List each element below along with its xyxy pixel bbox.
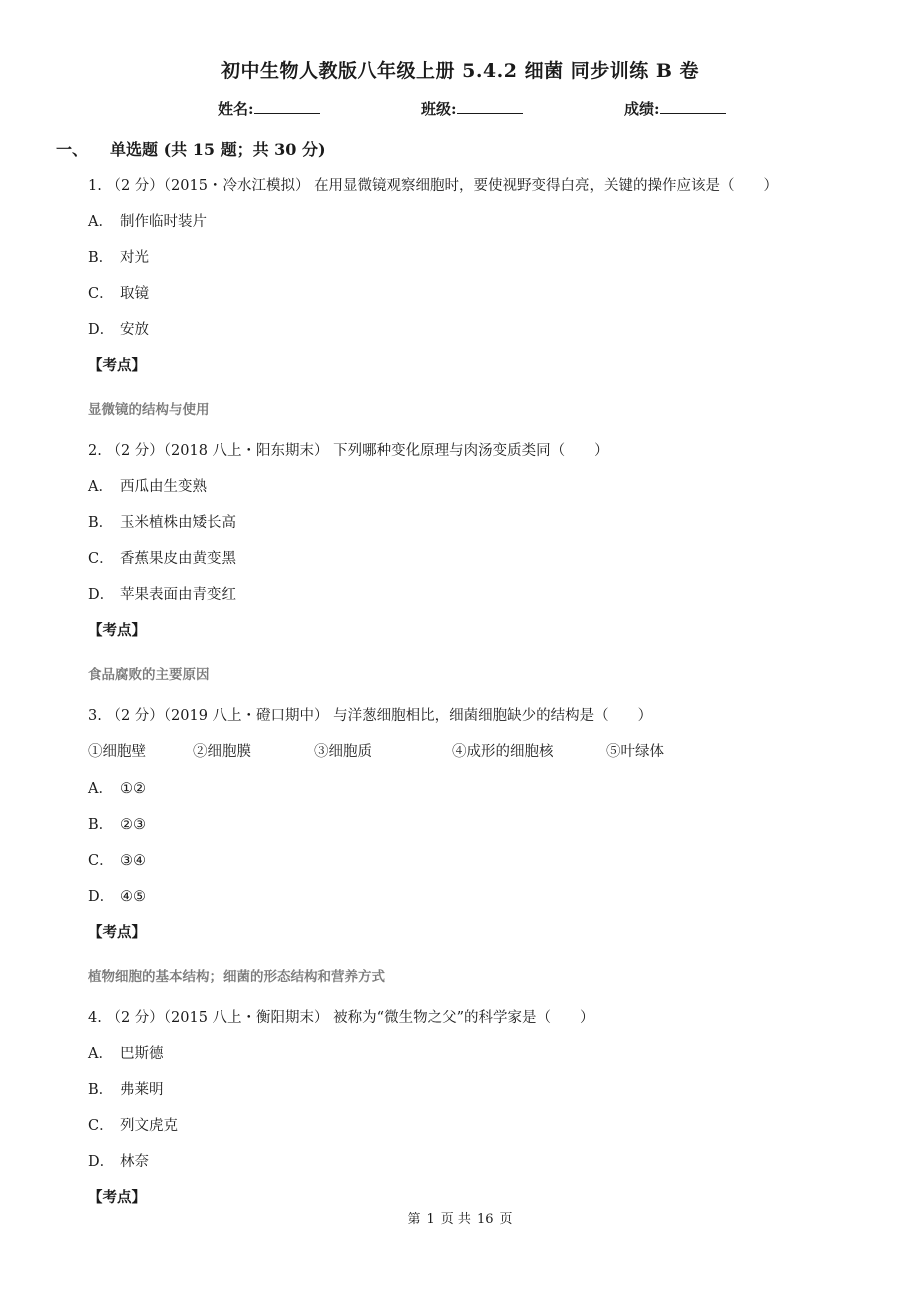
question-1-kaodian-answer: 显微镜的结构与使用 [88,402,210,418]
question-2-option-c [88,547,236,568]
question-source: （2018 八上・阳东期末） [163,443,329,459]
option-text: 取镜 [120,286,149,302]
question-3-option-d [88,885,146,906]
item: ④成形的细胞核 [452,744,554,760]
question-score: （2 分） [106,1010,164,1026]
section-heading [56,137,326,160]
option-label: D． [88,587,115,603]
option-label: D． [88,322,115,338]
option-text: 制作临时装片 [120,214,207,230]
option-text: 林奈 [120,1154,149,1170]
option-text: 香蕉果皮由黄变黑 [120,551,236,567]
option-label: A． [88,214,113,230]
option-label: B． [88,1082,114,1098]
name-label: 姓名: [218,100,254,118]
question-text: 被称为“微生物之父”的科学家是（ ） [333,1010,595,1026]
question-2-option-a [88,475,207,496]
section-title: 单选题 (共 15 题；共 30 分) [110,140,326,159]
question-3-kaodian-label: 【考点】 [88,924,146,941]
option-label: A． [88,479,113,495]
question-1-stem [88,174,778,195]
question-score: （2 分） [106,443,164,459]
score-label: 成绩: [624,100,660,118]
question-number: 4. [88,1010,102,1026]
question-2-option-d [88,583,236,604]
name-field [218,98,320,119]
question-text: 在用显微镜观察细胞时，要使视野变得白亮，关键的操作应该是（ ） [314,178,779,194]
option-label: C． [88,286,114,302]
question-2-stem [88,439,609,460]
option-text: ③④ [120,853,146,869]
question-4-stem [88,1006,595,1027]
score-blank [660,99,726,114]
question-3-kaodian-answer: 植物细胞的基本结构；细菌的形态结构和营养方式 [88,969,385,985]
total-page-count: 16 [476,1212,494,1227]
question-number: 3. [88,708,102,724]
question-4-option-b [88,1078,164,1099]
question-source: （2019 八上・磴口期中） [163,708,329,724]
question-number: 1. [88,178,102,194]
option-text: 对光 [120,250,149,266]
question-score: （2 分） [106,708,164,724]
page-title: 初中生物人教版八年级上册 5.4.2 细菌 同步训练 B 卷 [220,60,700,82]
question-source: （2015・冷水江模拟） [163,178,310,194]
score-field [624,98,726,119]
name-blank [254,99,320,114]
question-3-option-b [88,813,146,834]
class-blank [457,99,523,114]
question-text: 与洋葱细胞相比，细菌细胞缺少的结构是（ ） [333,708,653,724]
question-4-option-d [88,1150,149,1171]
option-text: ②③ [120,817,146,833]
question-2-kaodian-label: 【考点】 [88,622,146,639]
question-number: 2. [88,443,102,459]
question-1-option-d [88,318,149,339]
option-label: A． [88,781,113,797]
item: ①细胞壁 [88,744,146,760]
question-4-option-a [88,1042,164,1063]
question-1-kaodian-label: 【考点】 [88,357,146,374]
option-label: C． [88,1118,114,1134]
option-label: B． [88,250,114,266]
question-text: 下列哪种变化原理与肉汤变质类同（ ） [333,443,609,459]
question-source: （2015 八上・衡阳期末） [163,1010,329,1026]
option-label: C． [88,853,114,869]
question-score: （2 分） [106,178,164,194]
question-3-option-c [88,849,146,870]
item: ②细胞膜 [193,744,251,760]
item: ③细胞质 [314,744,372,760]
footer-mid: 页 共 [440,1212,471,1227]
option-label: B． [88,515,114,531]
question-1-option-c [88,282,149,303]
question-1-option-b [88,246,149,267]
footer-suffix: 页 [499,1212,513,1227]
class-field [421,98,523,119]
option-label: C． [88,551,114,567]
option-label: A． [88,1046,113,1062]
footer-prefix: 第 [407,1212,421,1227]
option-text: 弗莱明 [120,1082,164,1098]
option-text: ④⑤ [120,889,146,905]
section-number: 一、 [56,140,89,159]
question-1-option-a [88,210,207,231]
option-text: 西瓜由生变熟 [120,479,207,495]
question-4-kaodian-label: 【考点】 [88,1189,146,1206]
option-text: 玉米植株由矮长高 [120,515,236,531]
question-3-stem [88,704,652,725]
question-4-option-c [88,1114,178,1135]
option-text: 巴斯德 [120,1046,164,1062]
item: ⑤叶绿体 [606,744,664,760]
question-2-option-b [88,511,236,532]
option-label: D． [88,1154,115,1170]
option-text: 安放 [120,322,149,338]
option-label: D． [88,889,115,905]
current-page-number: 1 [426,1212,435,1227]
option-text: 苹果表面由青变红 [120,587,236,603]
question-2-kaodian-answer: 食品腐败的主要原因 [88,667,210,683]
option-text: 列文虎克 [120,1118,178,1134]
option-label: B． [88,817,114,833]
option-text: ①② [120,781,146,797]
question-3-option-a [88,777,146,798]
class-label: 班级: [421,100,457,118]
page-footer [0,1208,920,1227]
